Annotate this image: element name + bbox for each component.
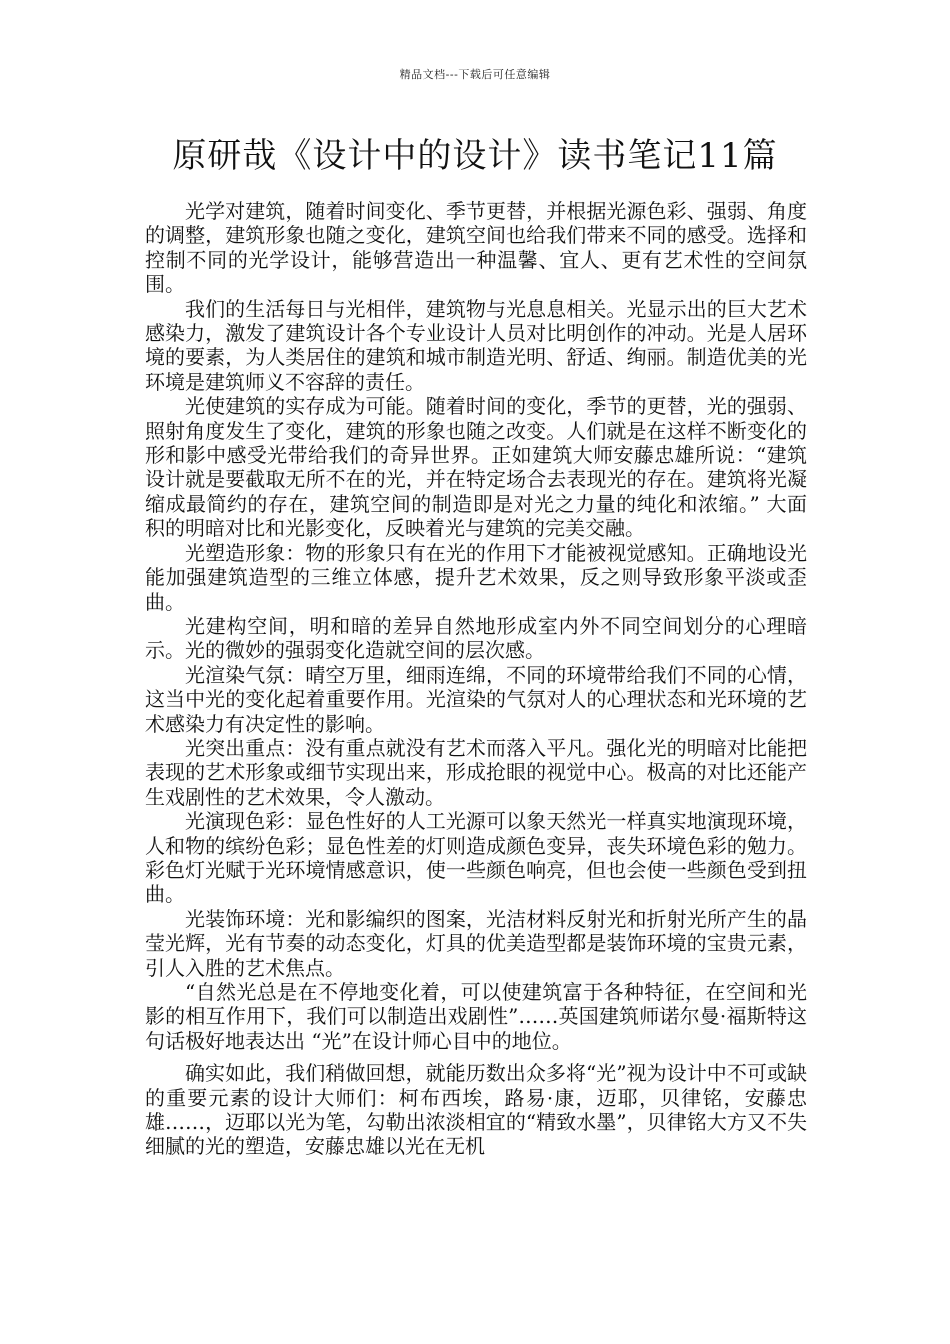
paragraph: 光塑造形象：物的形象只有在光的作用下才能被视觉感知。正确地设光能加强建筑造型的三维立体感，提升艺术效果，反之则导致形象平淡或歪曲。 — [145, 540, 807, 614]
paragraph: “自然光总是在不停地变化着，可以使建筑富于各种特征，在空间和光影的相互作用下，我们可以制造出戏剧性”……英国建筑师诺尔曼·福斯特这句话极好地表达出 “光”在设计师心目中的地位。 — [145, 980, 807, 1053]
header-note: 精品文档---下载后可任意编辑 — [399, 68, 551, 81]
paragraph: 光使建筑的实存成为可能。随着时间的变化，季节的更替，光的强弱、照射角度发生了变化，建筑的形象也随之改变。人们就是在这样不断变化的形和影中感受光带给我们的奇异世界。正如建筑大师安藤忠雄所说：“建筑设计就是要截取无所不在的光，并在特定场合去表现光的存在。建筑将光凝缩成最简约的存在，建筑空间的制造即是对光之力量的纯化和浓缩。” 大面积的明暗对比和光影变化，反映着光与建筑的完美交融。 — [145, 394, 807, 541]
paragraph: 确实如此，我们稍做回想，就能历数出众多将“光”视为设计中不可或缺的重要元素的设计大师们：柯布西埃，路易·康，迈耶，贝律铭，安藤忠雄……，迈耶以光为笔，勾勒出浓淡相宜的“精致水墨”，贝律铭大方又不失细腻的光的塑造，安藤忠雄以光在无机 — [145, 1061, 807, 1159]
paragraph: 光演现色彩：显色性好的人工光源可以象天然光一样真实地演现环境，人和物的缤纷色彩；显色性差的灯则造成颜色变异，丧失环境色彩的勉力。彩色灯光赋于光环境情感意识，使一些颜色响亮，但也会使一些颜色受到扭曲。 — [145, 809, 807, 907]
document-body — [145, 199, 807, 1159]
paragraph: 光学对建筑，随着时间变化、季节更替，并根据光源色彩、强弱、角度的调整，建筑形象也随之变化，建筑空间也给我们带来不同的感受。选择和控制不同的光学设计，能够营造出一种温馨、宜人、更有艺术性的空间氛围。 — [145, 199, 807, 297]
paragraph: 光建构空间，明和暗的差异自然地形成室内外不同空间划分的心理暗示。光的微妙的强弱变化造就空间的层次感。 — [145, 613, 807, 663]
paragraph: 光渲染气氛：晴空万里，细雨连绵，不同的环境带给我们不同的心情，这当中光的变化起着重要作用。光渲染的气氛对人的心理状态和光环境的艺术感染力有决定性的影响。 — [145, 662, 807, 736]
paragraph: 光突出重点：没有重点就没有艺术而落入平凡。强化光的明暗对比能把表现的艺术形象或细节实现出来，形成抢眼的视觉中心。极高的对比还能产生戏剧性的艺术效果，令人激动。 — [145, 735, 807, 809]
document-title: 原研哉《设计中的设计》读书笔记11篇 — [172, 136, 778, 176]
paragraph: 光装饰环境：光和影编织的图案，光洁材料反射光和折射光所产生的晶莹光辉，光有节奏的动态变化，灯具的优美造型都是装饰环境的宝贵元素，引人入胜的艺术焦点。 — [145, 906, 807, 980]
paragraph: 我们的生活每日与光相伴，建筑物与光息息相关。光显示出的巨大艺术感染力，激发了建筑设计各个专业设计人员对比明创作的冲动。光是人居环境的要素，为人类居住的建筑和城市制造光明、舒适、绚丽。制造优美的光环境是建筑师义不容辞的责任。 — [145, 296, 807, 394]
